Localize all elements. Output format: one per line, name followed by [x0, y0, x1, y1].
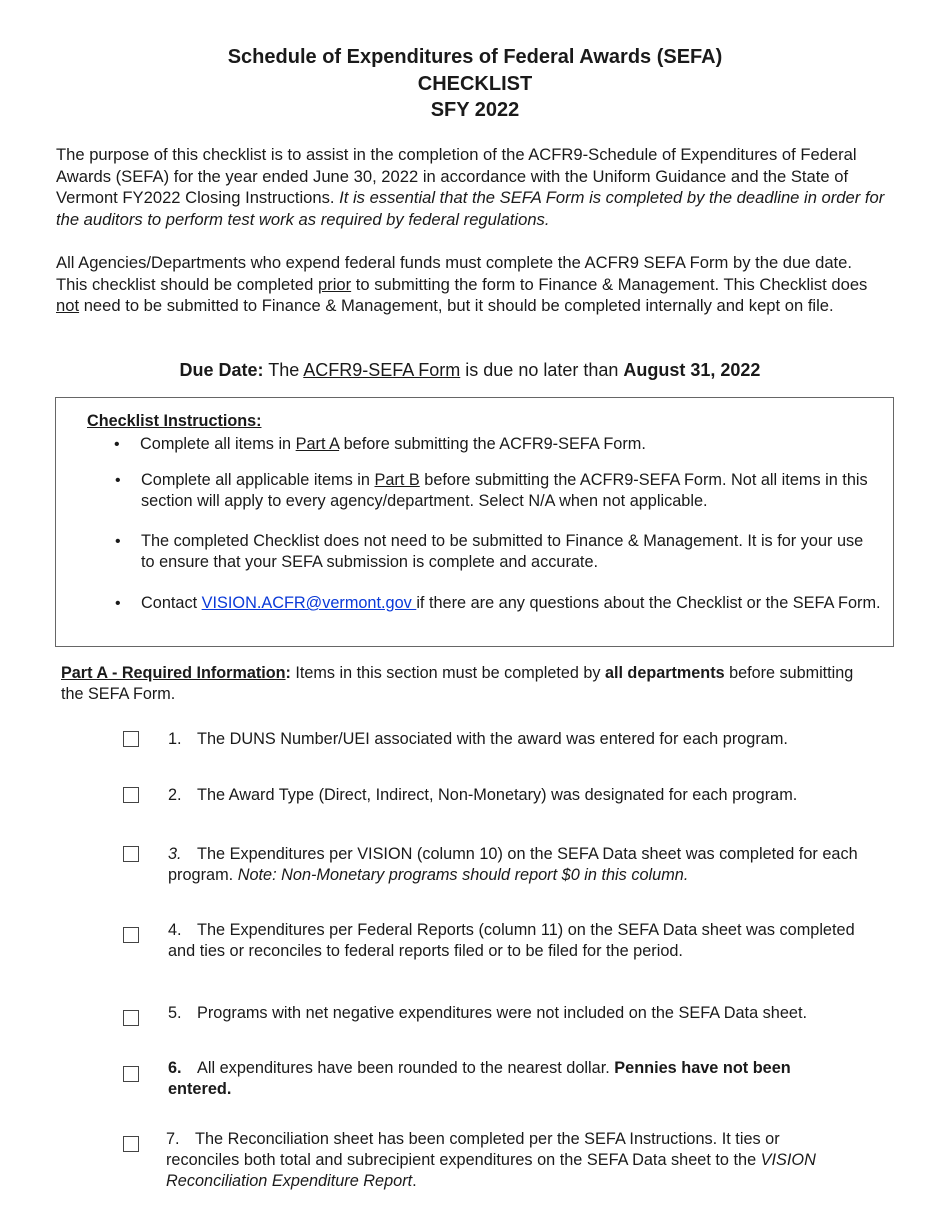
title-line-3: SFY 2022 — [430, 99, 520, 121]
bullet-icon: • — [114, 436, 120, 453]
intro-paragraph-2: All Agencies/Departments who expend federal funds must complete the ACFR9 SEFA Form by the due date. This checklist should be completed prior to submitting the form to Finance & Management. This Checklist does not need to be submitted to Finance & Management, but it should be completed internally and kept on file. — [56, 253, 868, 316]
checkbox-item-1[interactable] — [123, 731, 139, 747]
checkbox-item-3[interactable] — [123, 846, 139, 862]
checkbox-item-5[interactable] — [123, 1010, 139, 1026]
checkbox-item-7[interactable] — [123, 1136, 139, 1152]
bullet-icon: • — [115, 533, 121, 550]
checkbox-item-6[interactable] — [123, 1066, 139, 1082]
title-line-2: CHECKLIST — [417, 72, 533, 95]
bullet-icon: • — [115, 595, 121, 612]
contact-email-link[interactable]: VISION.ACFR@vermont.gov — [201, 594, 417, 612]
bullet-icon: • — [115, 472, 121, 489]
due-date-line: Due Date: The ACFR9-SEFA Form is due no later than August 31, 2022 — [179, 360, 761, 380]
part-a-heading: Part A - Required Information: Items in this section must be completed by all departments before submitting the SEFA Form. — [61, 664, 854, 703]
checkbox-item-4[interactable] — [123, 927, 139, 943]
checklist-instructions-box: Checklist Instructions: • Complete all items in Part A before submitting the ACFR9-SEFA Form. • Complete all applicable items in Part B before submitting the ACFR9-SEFA Form. Not all items in this section will apply to every agency/department. Select N/A when not applicable. • The completed Checklist does not need to be submitted to Finance & Management. It is for your use to ensure that your SEFA submission is complete and accurate. • Contact VISION.ACFR@vermont.gov if there are any questions about the Checklist or the SEFA Form. — [55, 397, 894, 647]
checkbox-item-2[interactable] — [123, 787, 139, 803]
intro-paragraph-1: The purpose of this checklist is to assist in the completion of the ACFR9-Schedule of Expenditures of Federal Awards (SEFA) for the year ended June 30, 2022 in accordance with the Uniform Guidance and the State of Vermont FY2022 Closing Instructions. It is essential that the SEFA Form is completed by the deadline in order for the auditors to perform test work as required by federal regulations. — [56, 145, 885, 229]
title-line-1: Schedule of Expenditures of Federal Awards (SEFA) — [227, 46, 723, 68]
instructions-heading: Checklist Instructions: — [87, 412, 262, 430]
document-title — [0, 44, 950, 124]
